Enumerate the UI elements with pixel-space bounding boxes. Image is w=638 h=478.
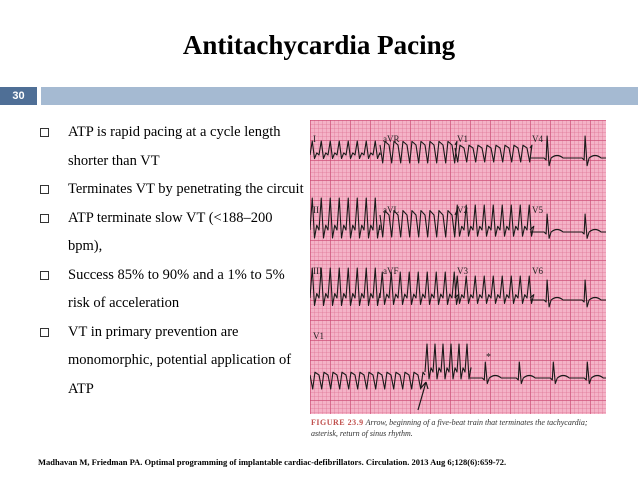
bullet-text: ATP terminate slow VT (<188–200 bpm), <box>68 209 273 254</box>
lead-label-v6: V6 <box>532 266 543 276</box>
bullet-text: ATP is rapid pacing at a cycle length shorter than VT <box>68 124 281 169</box>
lead-label-avr: aVR <box>383 134 400 144</box>
slide-number: 30 <box>0 87 37 105</box>
lead-label-v5: V5 <box>532 205 543 215</box>
lead-label-v1: V1 <box>457 134 468 144</box>
square-bullet-icon <box>40 185 49 194</box>
lead-label-v4: V4 <box>532 134 543 144</box>
bullet-item <box>40 318 308 404</box>
slide-title: Antitachycardia Pacing <box>182 30 456 60</box>
ecg-trace-rhythm-vt <box>310 372 425 389</box>
ecg-trace-avr <box>380 141 457 163</box>
ecg-trace-avf <box>380 272 459 305</box>
figure-caption <box>311 418 611 439</box>
lead-label-avf: aVF <box>383 266 399 276</box>
bullet-item <box>40 261 308 318</box>
arrow-icon <box>418 382 428 410</box>
figure-number: FIGURE 23.9 <box>311 418 364 427</box>
ecg-trace-i <box>310 141 380 159</box>
citation: Madhavan M, Friedman PA. Optimal programming of implantable cardiac-defibrillators. Circulation. 2013 Aug 6;128(6):659-72. <box>38 457 507 467</box>
square-bullet-icon <box>40 214 49 223</box>
lead-label-i: I <box>313 134 316 144</box>
bullet-text: Success 85% to 90% and a 1% to 5% risk of acceleration <box>68 266 285 311</box>
lead-label-ii: II <box>313 205 319 215</box>
ecg-trace-rhythm-pacing <box>425 344 471 379</box>
square-bullet-icon <box>40 328 49 337</box>
bullet-item <box>40 175 308 204</box>
figure-caption-text: Arrow, beginning of a five-beat train that terminates the tachycardia; asterisk, return of sinus rhythm. <box>311 418 588 438</box>
bullet-text: Terminates VT by penetrating the circuit <box>68 181 304 197</box>
bullet-text: VT in primary prevention are monomorphic, potential application of ATP <box>68 323 292 397</box>
header-bar <box>41 87 638 105</box>
lead-label-avl: aVL <box>383 205 399 215</box>
ecg-trace-rhythm-sinus <box>470 362 606 384</box>
lead-label-iii: III <box>313 266 322 276</box>
ecg-trace-v1 <box>455 145 532 162</box>
lead-label-v2: V2 <box>457 205 468 215</box>
bullet-item <box>40 204 308 261</box>
asterisk-marker: * <box>486 352 491 363</box>
ecg-trace-v5 <box>530 214 606 238</box>
square-bullet-icon <box>40 128 49 137</box>
bullet-item <box>40 118 308 175</box>
lead-label-v3: V3 <box>457 266 468 276</box>
bullet-list <box>40 118 308 403</box>
square-bullet-icon <box>40 271 49 280</box>
lead-label-v1-rhythm: V1 <box>313 331 324 341</box>
ecg-trace-v3 <box>455 276 534 304</box>
ecg-trace-v6 <box>530 280 606 307</box>
ecg-trace-ii <box>310 198 380 238</box>
ecg-strip-image <box>310 120 606 414</box>
